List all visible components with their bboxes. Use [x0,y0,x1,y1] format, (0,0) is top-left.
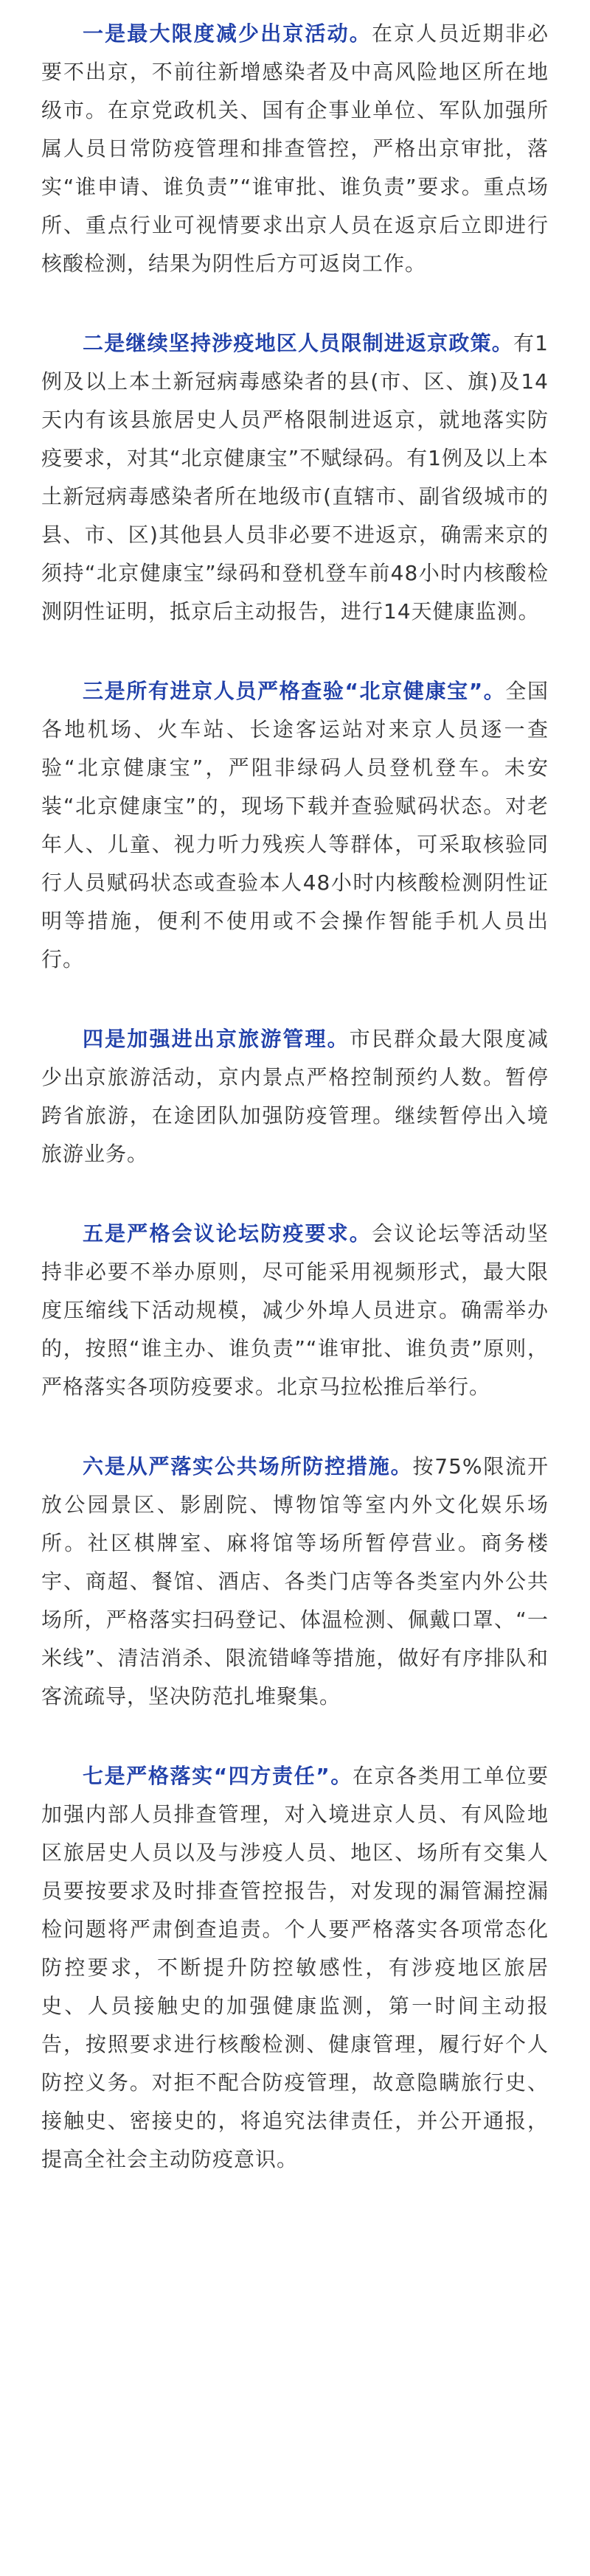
measure-paragraph-2 [41,324,549,631]
measure-paragraph-6 [41,1448,549,1716]
measure-heading-2: 二是继续坚持涉疫地区人员限制进返京政策。 [83,331,513,355]
measure-heading-7: 七是严格落实“四方责任”。 [83,1764,353,1788]
measure-text-1: 在京人员近期非必要不出京，不前往新增感染者及中高风险地区所在地级市。在京党政机关、国有企事业单位、军队加强所属人员日常防疫管理和排查管控，严格出京审批，落实“谁申请、谁负责”“谁审批、谁负责”要求。重点场所、重点行业可视情要求出京人员在返京后立即进行核酸检测，结果为阴性后方可返岗工作。 [41,21,549,276]
measure-text-2: 有1例及以上本土新冠病毒感染者的县(市、区、旗)及14天内有该县旅居史人员严格限制进返京，就地落实防疫要求，对其“北京健康宝”不赋绿码。有1例及以上本土新冠病毒感染者所在地级市(直辖市、副省级城市的县、市、区)其他县人员非必要不进返京，确需来京的须持“北京健康宝”绿码和登机登车前48小时内核酸检测阴性证明，抵京后主动报告，进行14天健康监测。 [41,331,549,624]
measure-heading-5: 五是严格会议论坛防疫要求。 [83,1221,372,1246]
measure-paragraph-5 [41,1215,549,1406]
measure-paragraph-7 [41,1757,549,2179]
measure-heading-1: 一是最大限度减少出京活动。 [83,21,372,46]
measure-text-4: 市民群众最大限度减少出京旅游活动，京内景点严格控制预约人数。暂停跨省旅游，在途团队加强防疫管理。继续暂停出入境旅游业务。 [41,1027,549,1166]
measure-text-7: 在京各类用工单位要加强内部人员排查管理，对入境进京人员、有风险地区旅居史人员以及与涉疫人员、地区、场所有交集人员要按要求及时排查管控报告，对发现的漏管漏控漏检问题将严肃倒查追责。个人要严格落实各项常态化防控要求，不断提升防控敏感性，有涉疫地区旅居史、人员接触史的加强健康监测，第一时间主动报告，按照要求进行核酸检测、健康管理，履行好个人防控义务。对拒不配合防疫管理，故意隐瞒旅行史、接触史、密接史的，将追究法律责任，并公开通报，提高全社会主动防疫意识。 [41,1764,549,2171]
measure-paragraph-3 [41,672,549,979]
measure-text-6: 按75%限流开放公园景区、影剧院、博物馆等室内外文化娱乐场所。社区棋牌室、麻将馆等场所暂停营业。商务楼宇、商超、餐馆、酒店、各类门店等各类室内外公共场所，严格落实扫码登记、体温检测、佩戴口罩、“一米线”、清洁消杀、限流错峰等措施，做好有序排队和客流疏导，坚决防范扎堆聚集。 [41,1454,549,1708]
measure-heading-6: 六是从严落实公共场所防控措施。 [83,1454,413,1479]
measure-text-5: 会议论坛等活动坚持非必要不举办原则，尽可能采用视频形式，最大限度压缩线下活动规模，减少外埠人员进京。确需举办的，按照“谁主办、谁负责”“谁审批、谁负责”原则，严格落实各项防疫要求。北京马拉松推后举行。 [41,1221,549,1399]
measure-text-3: 全国各地机场、火车站、长途客运站对来京人员逐一查验“北京健康宝”，严阻非绿码人员登机登车。未安装“北京健康宝”的，现场下载并查验赋码状态。对老年人、儿童、视力听力残疾人等群体，可采取核验同行人员赋码状态或查验本人48小时内核酸检测阴性证明等措施，便利不使用或不会操作智能手机人员出行。 [41,679,549,971]
measure-paragraph-1 [41,15,549,283]
measure-paragraph-4 [41,1020,549,1173]
measure-heading-4: 四是加强进出京旅游管理。 [83,1027,350,1051]
measure-heading-3: 三是所有进京人员严格查验“北京健康宝”。 [83,679,506,703]
